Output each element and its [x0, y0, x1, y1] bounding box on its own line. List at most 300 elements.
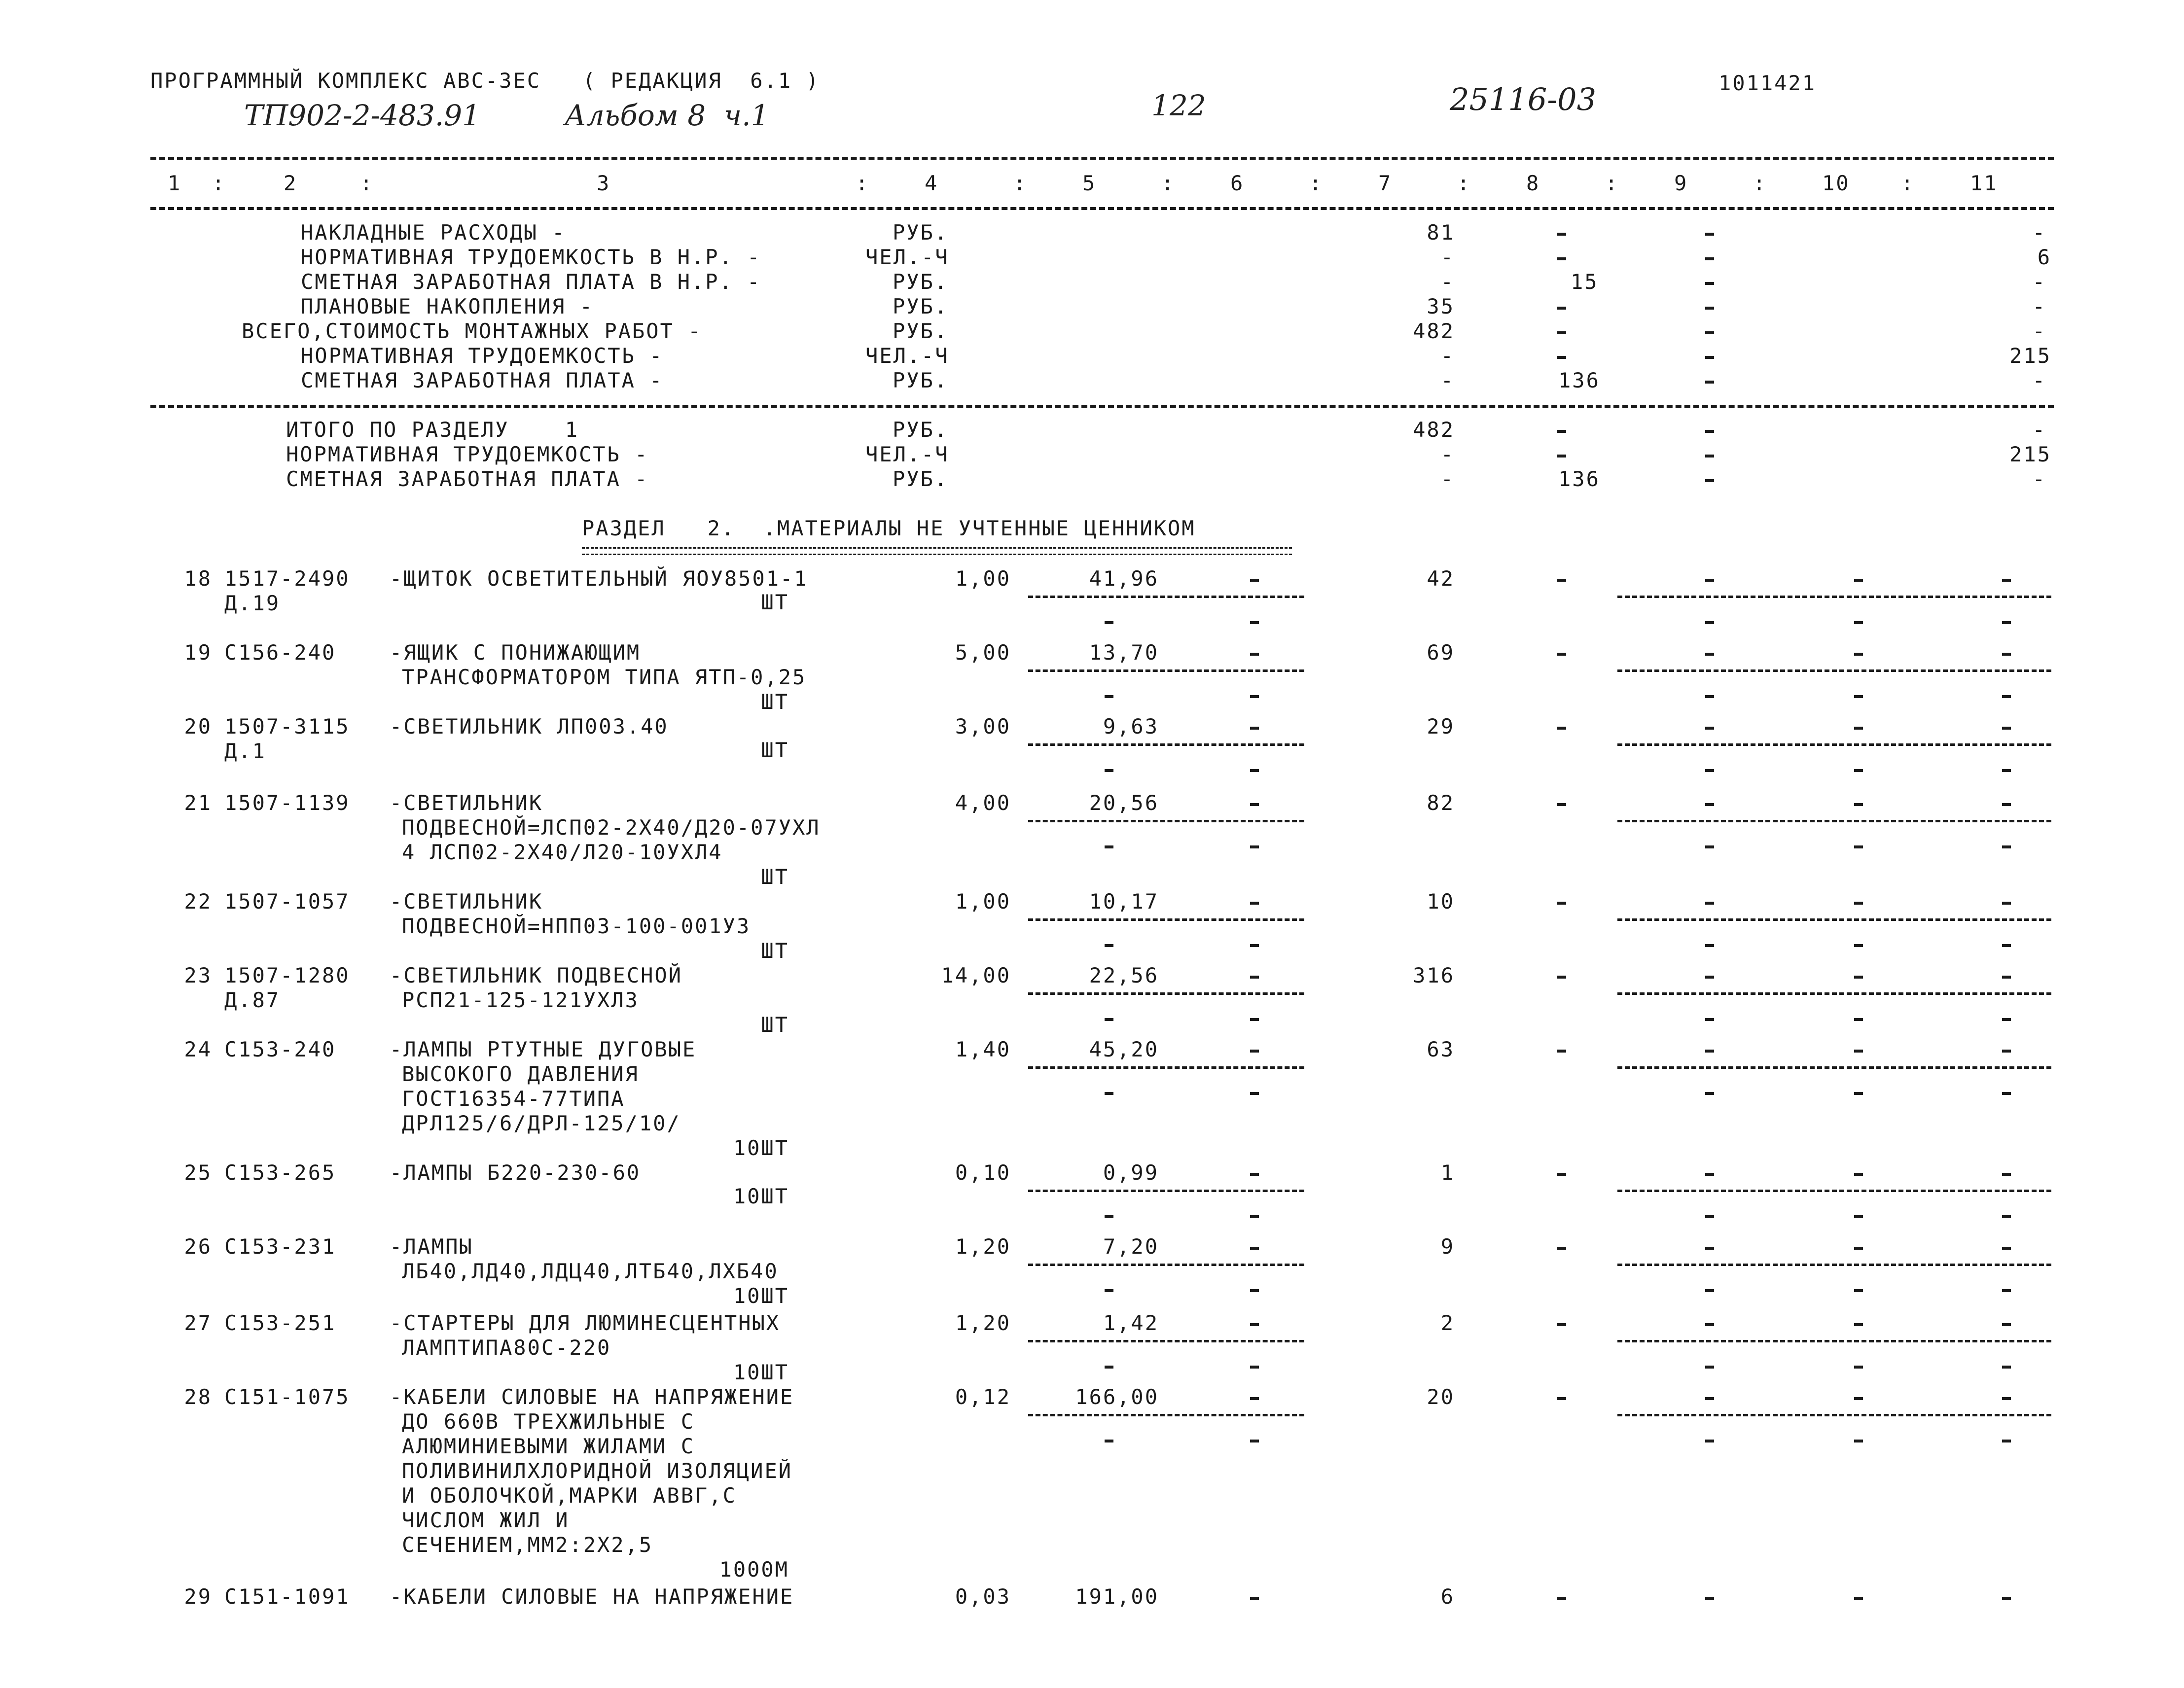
- summary-unit: РУБ.: [893, 270, 949, 294]
- item-description-line: -КАБЕЛИ СИЛОВЫЕ НА НАПРЯЖЕНИЕ: [390, 1385, 794, 1409]
- item-total: 9: [1440, 1234, 1455, 1259]
- dash-mark: [1705, 1092, 1714, 1095]
- header-rule-top: [150, 157, 2054, 160]
- col-9: 9: [1674, 171, 1688, 195]
- dash-mark: [1557, 653, 1566, 656]
- project-code-handwritten: ТП902-2-483.91: [244, 99, 481, 132]
- item-description-line: АЛЮМИНИЕВЫМИ ЖИЛАМИ С: [402, 1434, 695, 1458]
- item-unit-price: 191,00: [1075, 1584, 1159, 1609]
- item-quantity: 5,00: [955, 640, 1011, 665]
- item-quantity: 0,10: [955, 1160, 1011, 1185]
- dash-mark: [1250, 1247, 1259, 1250]
- section-title-underline: [582, 547, 1292, 555]
- dash-mark: [1854, 1247, 1863, 1250]
- totals-label: НОРМАТИВНАЯ ТРУДОЕМКОСТЬ -: [286, 442, 649, 466]
- item-number: 28: [184, 1385, 212, 1409]
- summary-label: НОРМАТИВНАЯ ТРУДОЕМКОСТЬ В Н.Р. -: [301, 245, 761, 269]
- dash-mark: [1105, 1289, 1113, 1292]
- item-code-ref: Д.1: [224, 739, 266, 763]
- dash-mark: [1557, 430, 1566, 433]
- dash-mark: [1705, 976, 1714, 979]
- item-description-line: 4 ЛСП02-2Х40/Л20-10УХЛ4: [402, 840, 723, 864]
- dash-mark: [1557, 579, 1566, 582]
- summary-c11: 215: [2009, 344, 2051, 368]
- summary-c11: -: [2032, 220, 2046, 245]
- item-quantity: 0,12: [955, 1385, 1011, 1409]
- dash-mark: [1250, 1050, 1259, 1053]
- dash-mark: [2002, 976, 2011, 979]
- item-unit: 10ШТ: [733, 1360, 789, 1384]
- dash-mark: [1854, 1173, 1863, 1176]
- dash-mark: [1557, 976, 1566, 979]
- summary-label: СМЕТНАЯ ЗАРАБОТНАЯ ПЛАТА -: [301, 368, 664, 392]
- dash-mark: [2002, 653, 2011, 656]
- col-sep: :: [1309, 171, 1324, 195]
- dash-mark: [1250, 1092, 1259, 1095]
- item-total: 1: [1440, 1160, 1455, 1185]
- dash-mark: [2002, 1050, 2011, 1053]
- summary-rule: [150, 405, 2054, 408]
- dash-mark: [1250, 1597, 1259, 1600]
- dash-mark: [1250, 621, 1259, 624]
- dash-mark: [1854, 1323, 1863, 1326]
- dash-mark: [1854, 1440, 1863, 1442]
- dash-mark: [1250, 695, 1259, 698]
- dash-mark: [1250, 1397, 1259, 1400]
- dash-mark: [2002, 695, 2011, 698]
- dash-mark: [1705, 695, 1714, 698]
- item-description-line: -СВЕТИЛЬНИК: [390, 889, 543, 914]
- dash-mark: [1250, 902, 1259, 905]
- item-number: 25: [184, 1160, 212, 1185]
- item-description-line: ПОДВЕСНОЙ=ЛСП02-2Х40/Д20-07УХЛ: [402, 815, 821, 840]
- item-quantity: 1,40: [955, 1037, 1011, 1061]
- price-divider: [1028, 596, 1304, 598]
- dash-mark: [1705, 479, 1714, 482]
- summary-label: СМЕТНАЯ ЗАРАБОТНАЯ ПЛАТА В Н.Р. -: [301, 270, 761, 294]
- dash-mark: [1705, 579, 1714, 582]
- right-divider: [1617, 820, 2051, 822]
- item-unit-price: 1,42: [1103, 1311, 1159, 1335]
- item-total: 6: [1440, 1584, 1455, 1609]
- col-sep: :: [1457, 171, 1471, 195]
- summary-label: ПЛАНОВЫЕ НАКОПЛЕНИЯ -: [301, 294, 594, 318]
- dash-mark: [1705, 944, 1714, 947]
- item-code: 1507-1139: [224, 791, 350, 815]
- item-unit-price: 22,56: [1089, 963, 1159, 987]
- item-number: 23: [184, 963, 212, 987]
- col-10: 10: [1822, 171, 1850, 195]
- item-number: 19: [184, 640, 212, 665]
- dash-mark: [1105, 1366, 1113, 1369]
- dash-mark: [1705, 307, 1714, 310]
- dash-mark: [2002, 1440, 2011, 1442]
- summary-c7: 81: [1427, 220, 1455, 245]
- item-code: 1517-2490: [224, 566, 350, 591]
- price-divider: [1028, 1414, 1304, 1416]
- item-code-ref: Д.19: [224, 591, 281, 615]
- item-description-line: -СВЕТИЛЬНИК: [390, 791, 543, 815]
- dash-mark: [1557, 1397, 1566, 1400]
- item-unit: ШТ: [761, 1013, 789, 1037]
- item-description-line: И ОБОЛОЧКОЙ,МАРКИ АВВГ,С: [402, 1483, 737, 1508]
- dash-mark: [2002, 1597, 2011, 1600]
- item-code: С151-1075: [224, 1385, 350, 1409]
- right-divider: [1617, 743, 2051, 746]
- dash-mark: [1854, 902, 1863, 905]
- item-total: 69: [1427, 640, 1455, 665]
- price-divider: [1028, 1066, 1304, 1069]
- dash-mark: [1854, 803, 1863, 806]
- right-divider: [1617, 1414, 2051, 1416]
- dash-mark: [1250, 1366, 1259, 1369]
- col-3: 3: [597, 171, 611, 195]
- dash-mark: [1250, 1323, 1259, 1326]
- item-code: С156-240: [224, 640, 336, 665]
- summary-label: НОРМАТИВНАЯ ТРУДОЕМКОСТЬ -: [301, 344, 664, 368]
- item-description-line: -СВЕТИЛЬНИК ПОДВЕСНОЙ: [390, 963, 683, 987]
- dash-mark: [1557, 331, 1566, 334]
- dash-mark: [1854, 769, 1863, 772]
- item-description-line: ПОДВЕСНОЙ=НПП03-100-001У3: [402, 914, 751, 938]
- price-divider: [1028, 918, 1304, 921]
- summary-unit: РУБ.: [893, 294, 949, 318]
- dash-mark: [1250, 1173, 1259, 1176]
- summary-label: ВСЕГО,СТОИМОСТЬ МОНТАЖНЫХ РАБОТ -: [242, 319, 702, 343]
- doc-number-handwritten: 25116-03: [1450, 81, 1597, 117]
- item-unit: 10ШТ: [733, 1184, 789, 1208]
- item-unit: ШТ: [761, 590, 789, 614]
- item-unit: 10ШТ: [733, 1136, 789, 1160]
- dash-mark: [1105, 1215, 1113, 1218]
- dash-mark: [1105, 695, 1113, 698]
- dash-mark: [1557, 727, 1566, 730]
- dash-mark: [1854, 1397, 1863, 1400]
- col-sep: :: [360, 171, 374, 195]
- dash-mark: [1705, 727, 1714, 730]
- item-total: 63: [1427, 1037, 1455, 1061]
- item-code-ref: Д.87: [224, 988, 281, 1012]
- dash-mark: [1250, 1440, 1259, 1442]
- dash-mark: [1854, 1092, 1863, 1095]
- dash-mark: [1250, 803, 1259, 806]
- item-description-line: СЕЧЕНИЕМ,ММ2:2Х2,5: [402, 1533, 653, 1557]
- item-total: 10: [1427, 889, 1455, 914]
- dash-mark: [1705, 1050, 1714, 1053]
- totals-unit: РУБ.: [893, 467, 949, 491]
- dash-mark: [1557, 356, 1566, 359]
- item-number: 29: [184, 1584, 212, 1609]
- dash-mark: [1557, 1597, 1566, 1600]
- item-description-line: РСП21-125-121УХЛ3: [402, 988, 639, 1012]
- dash-mark: [1854, 1597, 1863, 1600]
- item-unit-price: 0,99: [1103, 1160, 1159, 1185]
- item-description-line: ВЫСОКОГО ДАВЛЕНИЯ: [402, 1062, 639, 1086]
- dash-mark: [2002, 1366, 2011, 1369]
- right-divider: [1617, 1066, 2051, 1069]
- item-unit-price: 41,96: [1089, 566, 1159, 591]
- dash-mark: [1854, 944, 1863, 947]
- dash-mark: [1105, 944, 1113, 947]
- dash-mark: [1705, 803, 1714, 806]
- dash-mark: [1105, 621, 1113, 624]
- dash-mark: [1250, 1289, 1259, 1292]
- dash-mark: [1105, 845, 1113, 848]
- summary-c7: 35: [1427, 294, 1455, 318]
- dash-mark: [1557, 307, 1566, 310]
- dash-mark: [1705, 1440, 1714, 1442]
- right-divider: [1617, 596, 2051, 598]
- totals-c11: 215: [2009, 442, 2051, 466]
- totals-unit: ЧЕЛ.-Ч: [865, 442, 949, 466]
- dash-mark: [1705, 1018, 1714, 1021]
- item-description-line: -СВЕТИЛЬНИК ЛП003.40: [390, 714, 669, 738]
- price-divider: [1028, 1190, 1304, 1192]
- dash-mark: [2002, 1092, 2011, 1095]
- item-code: С151-1091: [224, 1584, 350, 1609]
- col-11: 11: [1970, 171, 1998, 195]
- dash-mark: [1557, 1050, 1566, 1053]
- item-description-line: -СТАРТЕРЫ ДЛЯ ЛЮМИНЕСЦЕНТНЫХ: [390, 1311, 781, 1335]
- summary-unit: РУБ.: [893, 368, 949, 392]
- summary-c11: 6: [2037, 245, 2051, 269]
- dash-mark: [1705, 1247, 1714, 1250]
- item-unit-price: 13,70: [1089, 640, 1159, 665]
- dash-mark: [1105, 1092, 1113, 1095]
- dash-mark: [1705, 455, 1714, 457]
- item-unit: ШТ: [761, 939, 789, 963]
- item-quantity: 3,00: [955, 714, 1011, 738]
- dash-mark: [1557, 233, 1566, 236]
- dash-mark: [1705, 282, 1714, 285]
- item-unit: ШТ: [761, 690, 789, 714]
- dash-mark: [1854, 1215, 1863, 1218]
- item-description-line: ЧИСЛОМ ЖИЛ И: [402, 1508, 570, 1532]
- col-8: 8: [1526, 171, 1540, 195]
- totals-c7: -: [1440, 467, 1455, 491]
- right-divider: [1617, 992, 2051, 995]
- summary-c7: 482: [1413, 319, 1455, 343]
- totals-unit: РУБ.: [893, 418, 949, 442]
- dash-mark: [1705, 381, 1714, 384]
- dash-mark: [2002, 1173, 2011, 1176]
- item-quantity: 1,00: [955, 566, 1011, 591]
- dash-mark: [2002, 944, 2011, 947]
- dash-mark: [1705, 1366, 1714, 1369]
- dash-mark: [1105, 1440, 1113, 1442]
- dash-mark: [1250, 1018, 1259, 1021]
- item-unit: ШТ: [761, 738, 789, 762]
- dash-mark: [1854, 653, 1863, 656]
- item-description-line: -ЛАМПЫ Б220-230-60: [390, 1160, 641, 1185]
- col-sep: :: [1901, 171, 1915, 195]
- right-divider: [1617, 1190, 2051, 1192]
- dash-mark: [2002, 579, 2011, 582]
- totals-c7: -: [1440, 442, 1455, 466]
- dash-mark: [1705, 845, 1714, 848]
- dash-mark: [1250, 769, 1259, 772]
- col-1: 1: [168, 171, 182, 195]
- summary-c8: 136: [1558, 368, 1600, 392]
- dash-mark: [1854, 579, 1863, 582]
- item-description-line: ДРЛ125/6/ДРЛ-125/10/: [402, 1111, 681, 1135]
- item-quantity: 1,20: [955, 1234, 1011, 1259]
- item-number: 20: [184, 714, 212, 738]
- item-description-line: -ЛАМПЫ: [390, 1234, 473, 1259]
- dash-mark: [1705, 653, 1714, 656]
- dash-mark: [1705, 233, 1714, 236]
- item-unit: 1000М: [719, 1557, 789, 1582]
- dash-mark: [1854, 845, 1863, 848]
- price-divider: [1028, 743, 1304, 746]
- dash-mark: [1705, 430, 1714, 433]
- item-unit: ШТ: [761, 865, 789, 889]
- dash-mark: [1705, 1323, 1714, 1326]
- summary-unit: РУБ.: [893, 220, 949, 245]
- item-unit-price: 9,63: [1103, 714, 1159, 738]
- item-code: 1507-1280: [224, 963, 350, 987]
- col-4: 4: [925, 171, 939, 195]
- summary-unit: РУБ.: [893, 319, 949, 343]
- dash-mark: [1705, 1289, 1714, 1292]
- item-unit-price: 166,00: [1075, 1385, 1159, 1409]
- item-total: 82: [1427, 791, 1455, 815]
- item-code: С153-251: [224, 1311, 336, 1335]
- item-description-line: -КАБЕЛИ СИЛОВЫЕ НА НАПРЯЖЕНИЕ: [390, 1584, 794, 1609]
- dash-mark: [2002, 1397, 2011, 1400]
- item-number: 24: [184, 1037, 212, 1061]
- summary-unit: ЧЕЛ.-Ч: [865, 245, 949, 269]
- item-unit-price: 45,20: [1089, 1037, 1159, 1061]
- item-code: С153-240: [224, 1037, 336, 1061]
- totals-label: ИТОГО ПО РАЗДЕЛУ 1: [286, 418, 579, 442]
- dash-mark: [1705, 1173, 1714, 1176]
- summary-c7: -: [1440, 270, 1455, 294]
- dash-mark: [1854, 1018, 1863, 1021]
- section-title: РАЗДЕЛ 2. .МАТЕРИАЛЫ НЕ УЧТЕННЫЕ ЦЕННИКОМ: [582, 516, 1196, 540]
- summary-c8: 15: [1571, 270, 1599, 294]
- item-total: 2: [1440, 1311, 1455, 1335]
- summary-c7: -: [1440, 344, 1455, 368]
- summary-c11: -: [2032, 270, 2046, 294]
- stamp-number: 1011421: [1719, 71, 1817, 95]
- dash-mark: [1557, 1173, 1566, 1176]
- col-sep: :: [1161, 171, 1176, 195]
- totals-c11: -: [2032, 467, 2046, 491]
- dash-mark: [1557, 803, 1566, 806]
- item-description-line: ЛБ40,ЛД40,ЛДЦ40,ЛТБ40,ЛХБ40: [402, 1259, 779, 1283]
- dash-mark: [1250, 579, 1259, 582]
- item-total: 29: [1427, 714, 1455, 738]
- item-total: 42: [1427, 566, 1455, 591]
- item-number: 27: [184, 1311, 212, 1335]
- item-code: 1507-1057: [224, 889, 350, 914]
- price-divider: [1028, 669, 1304, 672]
- summary-c7: -: [1440, 245, 1455, 269]
- price-divider: [1028, 992, 1304, 995]
- col-sep: :: [1605, 171, 1619, 195]
- header-rule-bottom: [150, 207, 2054, 210]
- item-description-line: -ЛАМПЫ РТУТНЫЕ ДУГОВЫЕ: [390, 1037, 697, 1061]
- item-unit-price: 7,20: [1103, 1234, 1159, 1259]
- item-unit: 10ШТ: [733, 1284, 789, 1308]
- item-description-line: -ЩИТОК ОСВЕТИТЕЛЬНЫЙ ЯОУ8501-1: [390, 566, 808, 591]
- dash-mark: [1557, 455, 1566, 457]
- dash-mark: [1705, 621, 1714, 624]
- item-total: 316: [1413, 963, 1455, 987]
- item-unit-price: 20,56: [1089, 791, 1159, 815]
- item-quantity: 0,03: [955, 1584, 1011, 1609]
- dash-mark: [1557, 902, 1566, 905]
- dash-mark: [1854, 1366, 1863, 1369]
- dash-mark: [1705, 902, 1714, 905]
- dash-mark: [1705, 1597, 1714, 1600]
- item-description-line: ГОСТ16354-77ТИПА: [402, 1087, 625, 1111]
- album-handwritten: Альбом 8 ч.1: [565, 99, 769, 132]
- dash-mark: [1557, 1323, 1566, 1326]
- dash-mark: [2002, 769, 2011, 772]
- program-header: ПРОГРАММНЫЙ КОМПЛЕКС АВС-3ЕС ( РЕДАКЦИЯ 6.1 ): [150, 69, 820, 93]
- dash-mark: [1705, 1397, 1714, 1400]
- right-divider: [1617, 1264, 2051, 1266]
- dash-mark: [1105, 769, 1113, 772]
- dash-mark: [1854, 621, 1863, 624]
- totals-label: СМЕТНАЯ ЗАРАБОТНАЯ ПЛАТА -: [286, 467, 649, 491]
- totals-c8: 136: [1558, 467, 1600, 491]
- dash-mark: [1854, 695, 1863, 698]
- dash-mark: [1854, 1289, 1863, 1292]
- item-number: 21: [184, 791, 212, 815]
- right-divider: [1617, 669, 2051, 672]
- summary-unit: ЧЕЛ.-Ч: [865, 344, 949, 368]
- dash-mark: [2002, 1018, 2011, 1021]
- col-sep: :: [1013, 171, 1028, 195]
- dash-mark: [1854, 727, 1863, 730]
- item-number: 18: [184, 566, 212, 591]
- item-code: С153-231: [224, 1234, 336, 1259]
- dash-mark: [1854, 1050, 1863, 1053]
- item-number: 26: [184, 1234, 212, 1259]
- page-number-handwritten: 122: [1151, 89, 1206, 122]
- col-sep: :: [212, 171, 226, 195]
- item-quantity: 1,00: [955, 889, 1011, 914]
- dash-mark: [1250, 653, 1259, 656]
- col-6: 6: [1230, 171, 1245, 195]
- right-divider: [1617, 918, 2051, 921]
- item-quantity: 1,20: [955, 1311, 1011, 1335]
- dash-mark: [2002, 621, 2011, 624]
- dash-mark: [1250, 727, 1259, 730]
- dash-mark: [2002, 1323, 2011, 1326]
- summary-c11: -: [2032, 319, 2046, 343]
- price-divider: [1028, 1340, 1304, 1342]
- price-divider: [1028, 1264, 1304, 1266]
- summary-c11: -: [2032, 368, 2046, 392]
- item-quantity: 4,00: [955, 791, 1011, 815]
- dash-mark: [1705, 769, 1714, 772]
- dash-mark: [1250, 944, 1259, 947]
- dash-mark: [1250, 845, 1259, 848]
- right-divider: [1617, 1340, 2051, 1342]
- summary-c11: -: [2032, 294, 2046, 318]
- item-description-line: ПОЛИВИНИЛХЛОРИДНОЙ ИЗОЛЯЦИЕЙ: [402, 1459, 793, 1483]
- item-description-line: -ЯЩИК С ПОНИЖАЮЩИМ: [390, 640, 641, 665]
- dash-mark: [2002, 1215, 2011, 1218]
- dash-mark: [2002, 845, 2011, 848]
- item-description-line: ДО 660В ТРЕХЖИЛЬНЫЕ С: [402, 1409, 695, 1434]
- dash-mark: [2002, 1289, 2011, 1292]
- dash-mark: [1250, 976, 1259, 979]
